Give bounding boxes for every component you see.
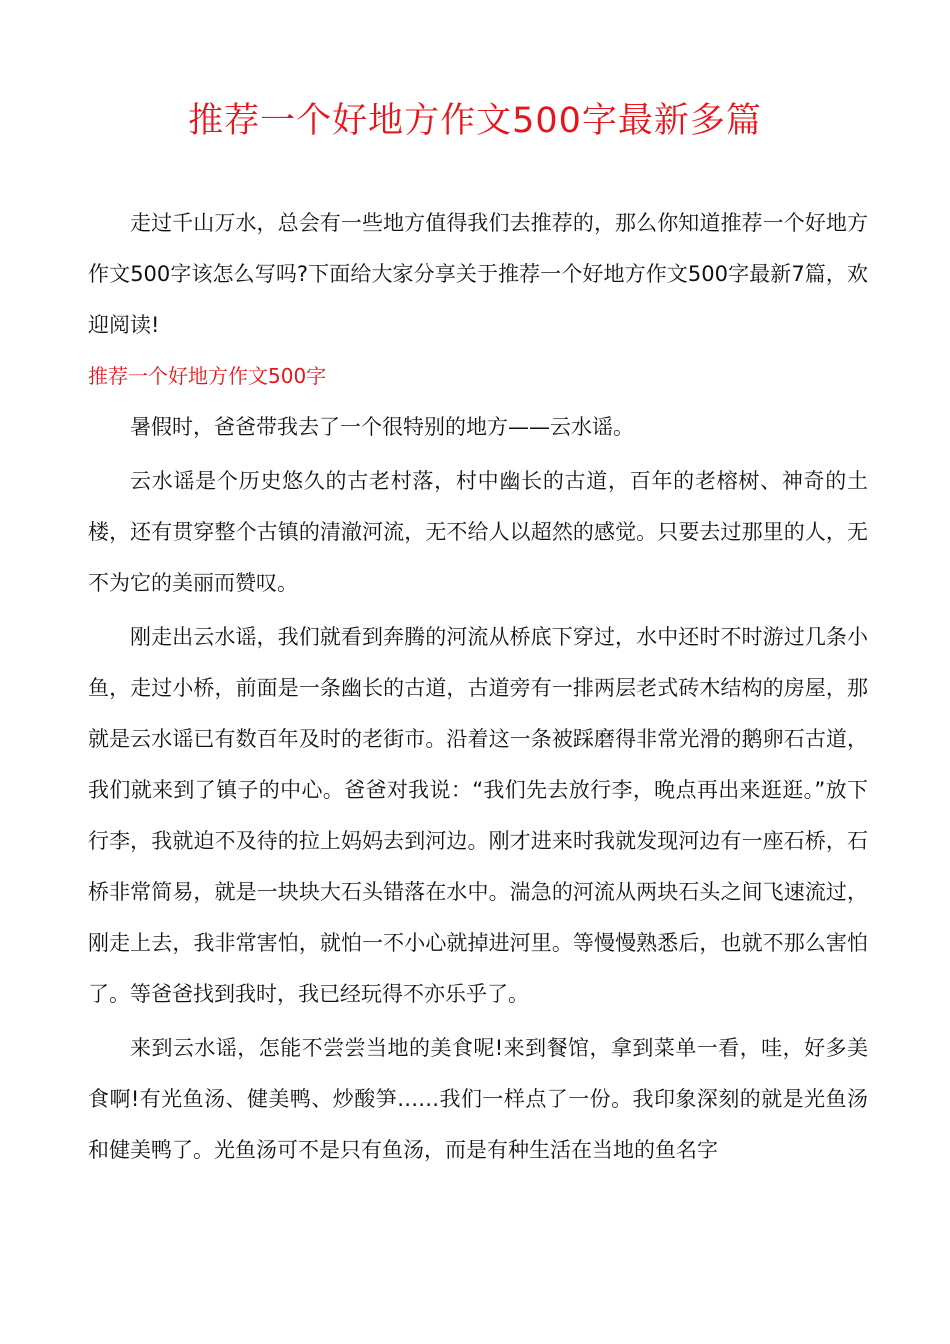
body-paragraph-1: 暑假时，爸爸带我去了一个很特别的地方——云水谣。 xyxy=(130,415,634,439)
body-paragraph-4: 来到云水谣，怎能不尝尝当地的美食呢!来到餐馆，拿到菜单一看，哇，好多美食啊!有光鱼汤、健美鸭、炒酸笋……我们一样点了一份。我印象深刻的就是光鱼汤和健美鸭了。光鱼汤可不是只有鱼汤，而是有种生活在当地的鱼名字 xyxy=(88,1036,868,1162)
document-body xyxy=(88,198,868,1176)
intro-paragraph: 走过千山万水，总会有一些地方值得我们去推荐的，那么你知道推荐一个好地方作文500字该怎么写吗?下面给大家分享关于推荐一个好地方作文500字最新7篇，欢迎阅读! xyxy=(88,211,868,337)
body-paragraph-3: 刚走出云水谣，我们就看到奔腾的河流从桥底下穿过，水中还时不时游过几条小鱼，走过小桥，前面是一条幽长的古道，古道旁有一排两层老式砖木结构的房屋，那就是云水谣已有数百年及时的老街市。沿着这一条被踩磨得非常光滑的鹅卵石古道，我们就来到了镇子的中心。爸爸对我说：“我们先去放行李，晚点再出来逛逛。”放下行李，我就迫不及待的拉上妈妈去到河边。刚才进来时我就发现河边有一座石桥，石桥非常简易，就是一块块大石头错落在水中。湍急的河流从两块石头之间飞速流过，刚走上去，我非常害怕，就怕一不小心就掉进河里。等慢慢熟悉后，也就不那么害怕了。等爸爸找到我时，我已经玩得不亦乐乎了。 xyxy=(88,625,868,1006)
section-heading: 推荐一个好地方作文500字 xyxy=(88,364,327,388)
document-title: 推荐一个好地方作文500字最新多篇 xyxy=(188,101,762,141)
body-paragraph-2: 云水谣是个历史悠久的古老村落，村中幽长的古道，百年的老榕树、神奇的土楼，还有贯穿整个古镇的清澈河流，无不给人以超然的感觉。只要去过那里的人，无不为它的美丽而赞叹。 xyxy=(88,469,868,595)
